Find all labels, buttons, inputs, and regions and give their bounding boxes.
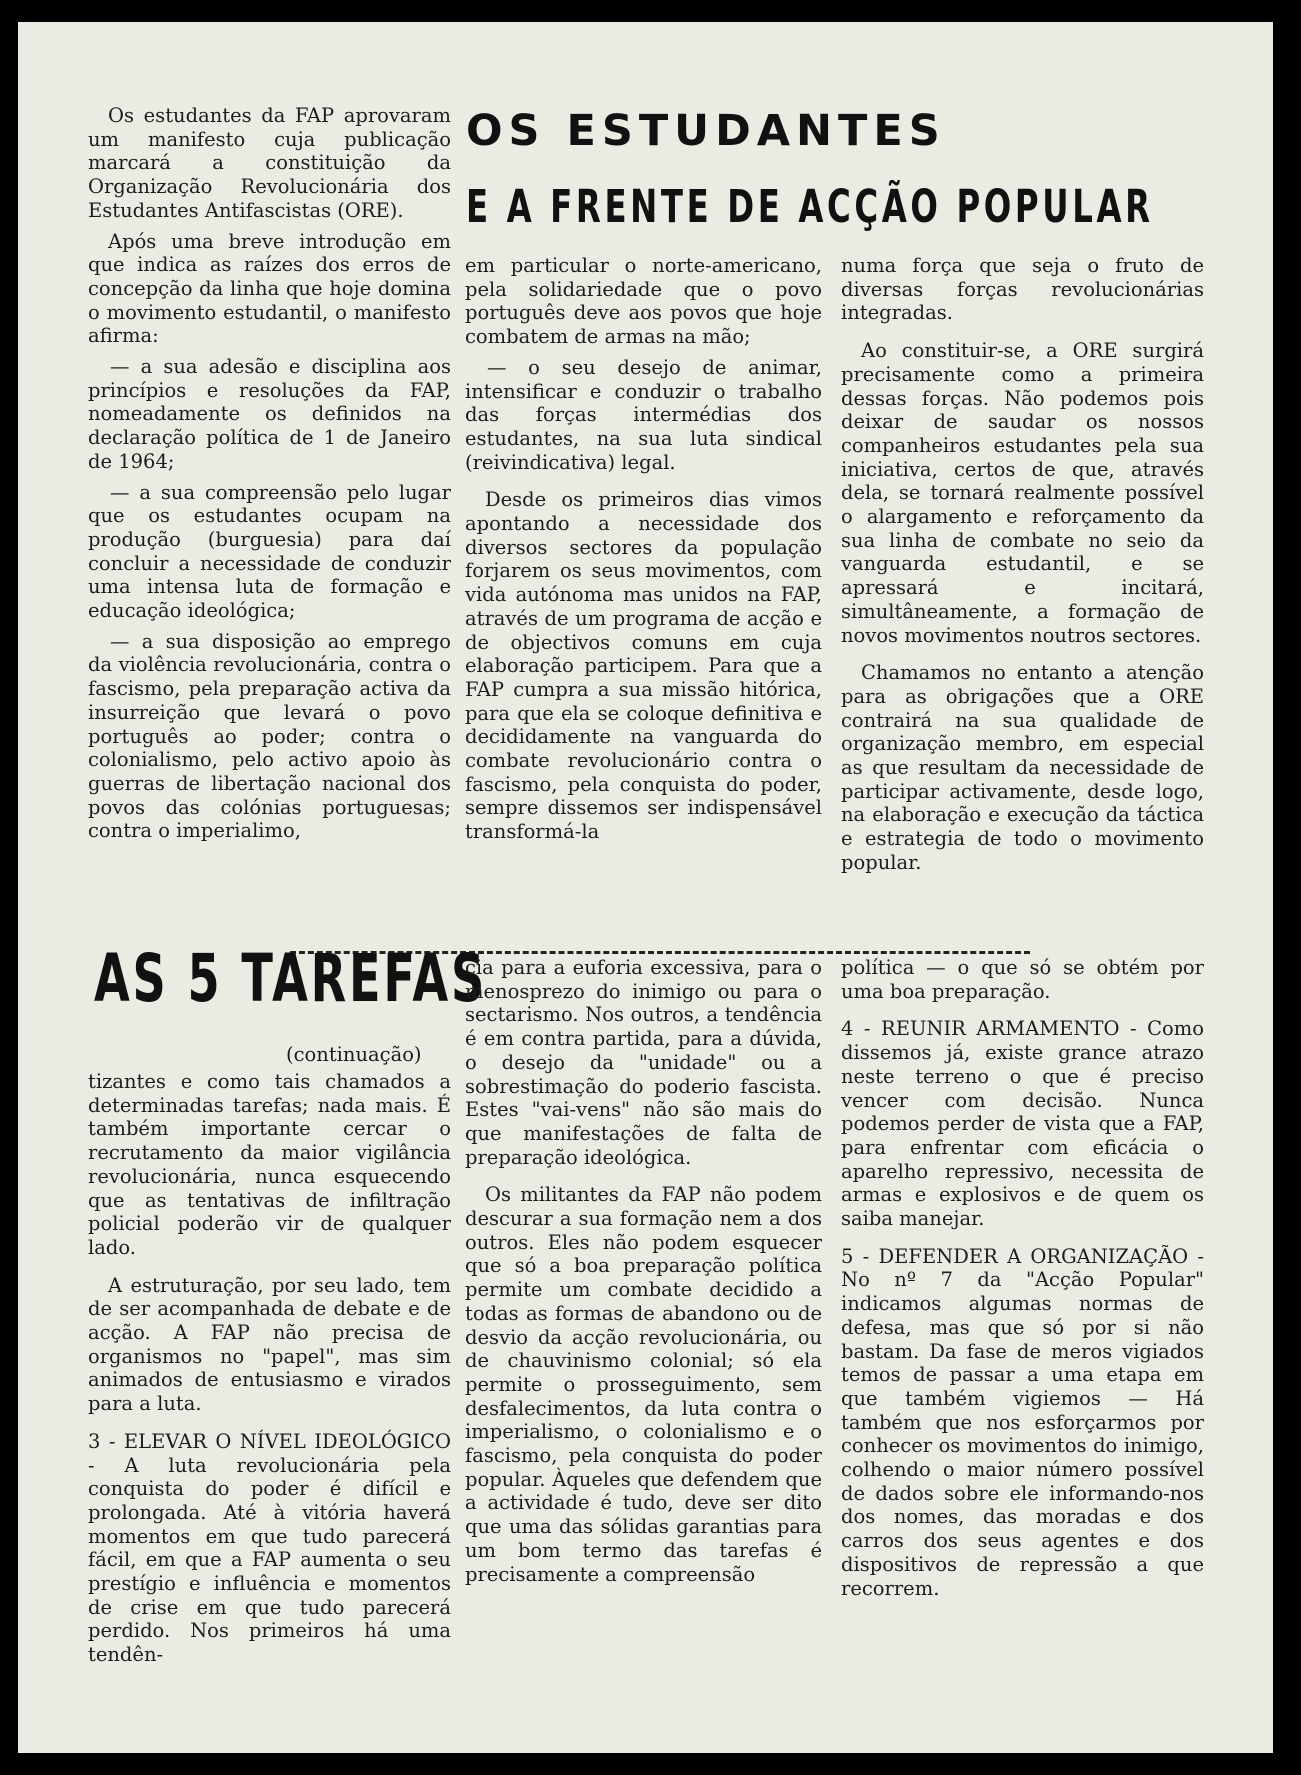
paragraph: 4 - REUNIR ARMAMENTO - Como dissemos já, existe grance atrazo neste terreno o que é preciso vencer com decisão. Nunca podemos perder de vista que a FAP, para enfrentar com eficácia o aparelho repressivo, necessita de armas e explosivos e de quem os saiba manejar. <box>841 1017 1204 1231</box>
paragraph: — a sua compreensão pelo lugar que os estudantes ocupam na produção (burguesia) para daí concluir a necessidade de conduzir uma intensa luta de formação e educação ideológica; <box>88 480 451 623</box>
paragraph: cia para a euforia excessiva, para o menosprezo do inimigo ou para o sectarismo. Nos outros, a tendência é em contra partida, para a dúvida, o desejo da "unidade" ou a sobrestimação do poderio fascista. Estes "vai-vens" não são mais do que manifestações de falta de preparação ideológica. <box>465 956 822 1169</box>
paragraph: Os estudantes da FAP aprovaram um manifesto cuja publicação marcará a constituição da Organização Revolucionária dos Estudantes Antifascistas (ORE). <box>88 104 451 222</box>
paragraph: A estruturação, por seu lado, tem de ser acompanhada de debate e de acção. A FAP não precisa de organismos no "papel", mas sim animados de entusiasmo e virados para a luta. <box>88 1273 451 1416</box>
paragraph: — a sua adesão e disciplina aos princípios e resoluções da FAP, nomeadamente os definidos na declaração política de 1 de Janeiro de 1964; <box>88 355 451 473</box>
paragraph: Os militantes da FAP não podem descurar a sua formação nem a dos outros. Eles não podem esquecer que só a boa preparação política permite um combate decidido a todas as formas de abandono ou de desvio da acção revolucionária, ou de chauvinismo colonial; só ela permite o prosseguimento, sem desfalecimentos, da luta contra o imperialismo, o colonialismo e o fascismo, pela conquista do poder popular. Àqueles que defendem que a actividade é tudo, deve ser dito que uma das sólidas garantias para um bom termo das tarefas é precisamente a compreensão <box>465 1183 822 1586</box>
paragraph: Desde os primeiros dias vimos apontando a necessidade dos diversos sectores da população forjarem os seus movimentos, com vida autónoma mas unidos na FAP, através de um programa de acção e de objectivos comuns em cuja elaboração participem. Para que a FAP cumpra a sua missão hitórica, para que ela se coloque definitiva e decididamente na vanguarda do combate revolucionário contra o fascismo, pela conquista do poder, sempre dissemos ser indispensável transformá-la <box>465 488 822 844</box>
paragraph: Ao constituir-se, a ORE surgirá precisamente como a primeira dessas forças. Não podemos pois deixar de saudar os nossos companheiros estudantes pela sua iniciativa, certos de que, através dela, se tornará realmente possível o alargamento e reforçamento da sua linha de combate no seio da vanguarda estudantil, e se apressará e incitará, simultâneamente, a formação de novos movimentos noutros sectores. <box>841 339 1204 647</box>
article1-column2 <box>465 254 822 844</box>
paragraph: — o seu desejo de animar, intensificar e conduzir o trabalho das forças intermédias dos estudantes, na sua luta sindical (reivindicativa) legal. <box>465 355 822 474</box>
headline-line1: OS ESTUDANTES <box>466 106 946 156</box>
paragraph: numa força que seja o fruto de diversas forças revolucionárias integradas. <box>841 254 1204 325</box>
continuation-label: (continuação) <box>286 1043 422 1066</box>
article2-column2 <box>465 956 822 1586</box>
paragraph: política — o que só se obtém por uma boa preparação. <box>841 956 1204 1003</box>
headline-line2: E A FRENTE DE ACÇÃO POPULAR <box>466 180 1154 233</box>
article1-column1 <box>88 104 451 843</box>
paragraph: tizantes e como tais chamados a determinadas tarefas; nada mais. É também importante cercar o recrutamento da maior vigilância revolucionária, nunca esquecendo que as tentativas de infiltração policial poderão vir de qualquer lado. <box>88 1070 451 1259</box>
section-title: AS 5 TAREFAS <box>94 940 488 1017</box>
paragraph: Chamamos no entanto a atenção para as obrigações que a ORE contrairá na sua qualidade de organização membro, em especial as que resultam da necessidade de participar activamente, desde logo, na elaboração e execução da táctica e estrategia de todo o movimento popular. <box>841 661 1204 874</box>
paragraph: Após uma breve introdução em que indica as raízes dos erros de concepção da linha que hoje domina o movimento estudantil, o manifesto afirma: <box>88 229 451 348</box>
article2-column1 <box>88 1070 451 1667</box>
paragraph: 3 - ELEVAR O NÍVEL IDEOLÓGICO - A luta revolucionária pela conquista do poder é difícil e prolongada. Até à vitória haverá momentos em que tudo parecerá fácil, em que a FAP aumenta o seu prestígio e influência e momentos de crise em que tudo parecerá perdido. Nos primeiros há uma tendên- <box>88 1429 451 1667</box>
paragraph: 5 - DEFENDER A ORGANIZAÇÃO - No nº 7 da "Acção Popular" indicamos algumas normas de defesa, mas que só por si não bastam. Da fase de meros vigiados temos de passar a uma etapa em que também vigiemos — Há também que nos esforçarmos por conhecer os movimentos do inimigo, colhendo o maior número possível de dados sobre ele informando-nos dos nomes, das moradas e dos carros dos seus agentes e dos dispositivos de repressão a que recorrem. <box>841 1244 1204 1600</box>
newspaper-page <box>18 22 1273 1753</box>
paragraph: — a sua disposição ao emprego da violência revolucionária, contra o fascismo, pela preparação activa da insurreição que levará o povo português ao poder; contra o colonialismo, pelo activo apoio às guerras de libertação nacional dos povos das colónias portuguesas; contra o imperialimo, <box>88 629 451 843</box>
article2-column3 <box>841 956 1204 1600</box>
article1-column3 <box>841 254 1204 875</box>
paragraph: em particular o norte-americano, pela solidariedade que o povo português deve aos povos que hoje combatem de armas na mão; <box>465 254 822 349</box>
